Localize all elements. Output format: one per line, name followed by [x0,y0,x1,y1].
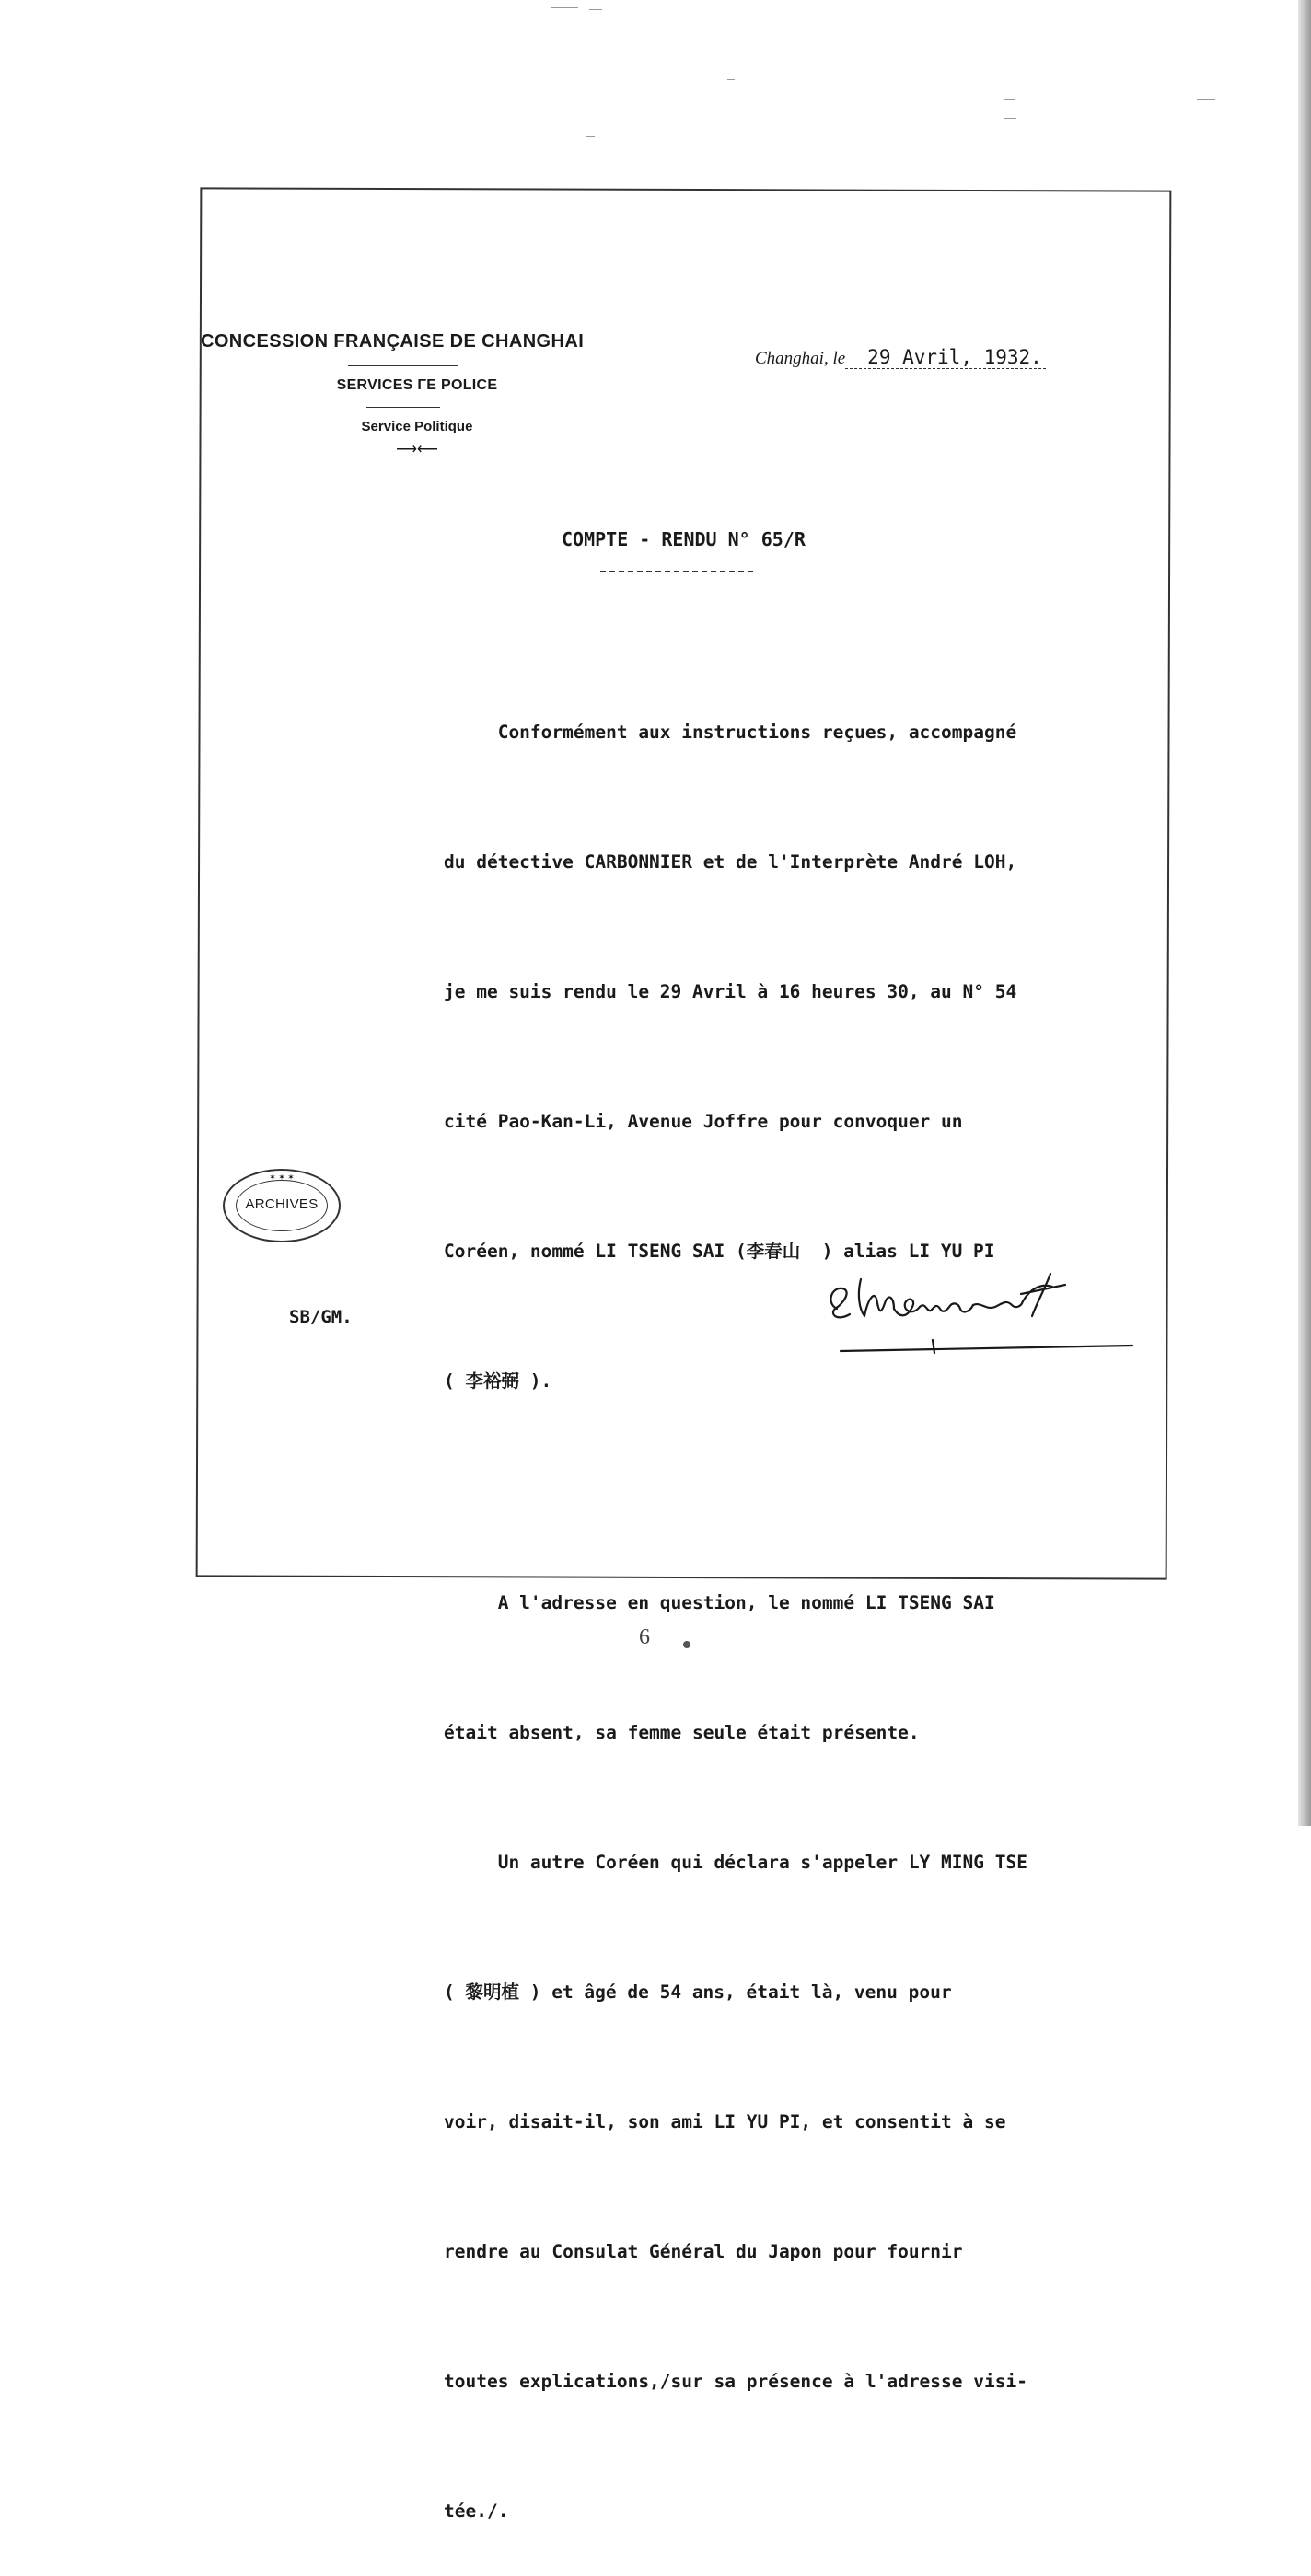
scan-speck [1004,118,1016,119]
report-title: COMPTE - RENDU N° 65/R [562,528,806,550]
letterhead-divider [366,407,440,408]
scan-speck [1004,99,1015,100]
body-line: Un autre Coréen qui déclara s'appeler LY MING TSE [444,1852,1027,1873]
body-line: était absent, sa femme seule était présente. [444,1722,920,1743]
letterhead-service-politique: Service Politique [361,419,473,434]
handwritten-signature [824,1261,1142,1353]
body-line: cité Pao-Kan-Li, Avenue Joffre pour convoquer un [444,1111,963,1132]
scan-speck [589,9,602,10]
body-line: Conformément aux instructions reçues, accompagné [444,722,1017,743]
body-line: du détective CARBONNIER et de l'Interprète André LOH, [444,851,1017,872]
letterhead-concession: CONCESSION FRANÇAISE DE CHANGHAI [201,331,585,352]
scan-speck [551,7,578,8]
body-line: voir, disait-il, son ami LI YU PI, et consentit à se [444,2111,1006,2132]
report-title-underline [600,571,753,572]
letterhead-services: SERVICES ΓE POLICE [336,377,498,393]
scan-speck [727,79,735,80]
scan-speck [586,136,595,137]
dateline [755,346,1046,369]
page-number-dot [683,1641,690,1648]
dateline-date: 29 Avril, 1932. [845,346,1046,369]
body-line: toutes explications,/sur sa présence à l'adresse visi- [444,2371,1027,2392]
body-line: rendre au Consulat Général du Japon pour fournir [444,2241,963,2262]
archives-stamp-ring: ✶ ✶ ✶ [269,1172,295,1182]
body-line: ( 李裕弼 ). [444,1370,552,1392]
body-line: ( 黎明植 ) et âgé de 54 ans, était là, venu pour [444,1981,952,2003]
page-number: 6 [639,1625,650,1649]
report-body [444,624,1143,2576]
body-line: A l'adresse en question, le nommé LI TSENG SAI [444,1592,995,1613]
typist-initials: SB/GM. [289,1307,353,1327]
body-line: Coréen, nommé LI TSENG SAI (李春山 ) alias LI YU PI [444,1241,995,1262]
letterhead-divider [348,365,458,366]
dateline-prefix: Changhai, le [755,349,846,368]
archives-stamp [223,1169,341,1242]
body-line: je me suis rendu le 29 Avril à 16 heures 30, au N° 54 [444,981,1017,1002]
scan-speck [1197,99,1215,100]
scan-edge-shadow [1298,0,1311,1826]
body-line: tée./. [444,2501,509,2522]
letterhead-ornament: ⟶⟵ [396,442,438,457]
archives-stamp-label: ARCHIVES [245,1196,319,1212]
letterhead [201,331,606,458]
